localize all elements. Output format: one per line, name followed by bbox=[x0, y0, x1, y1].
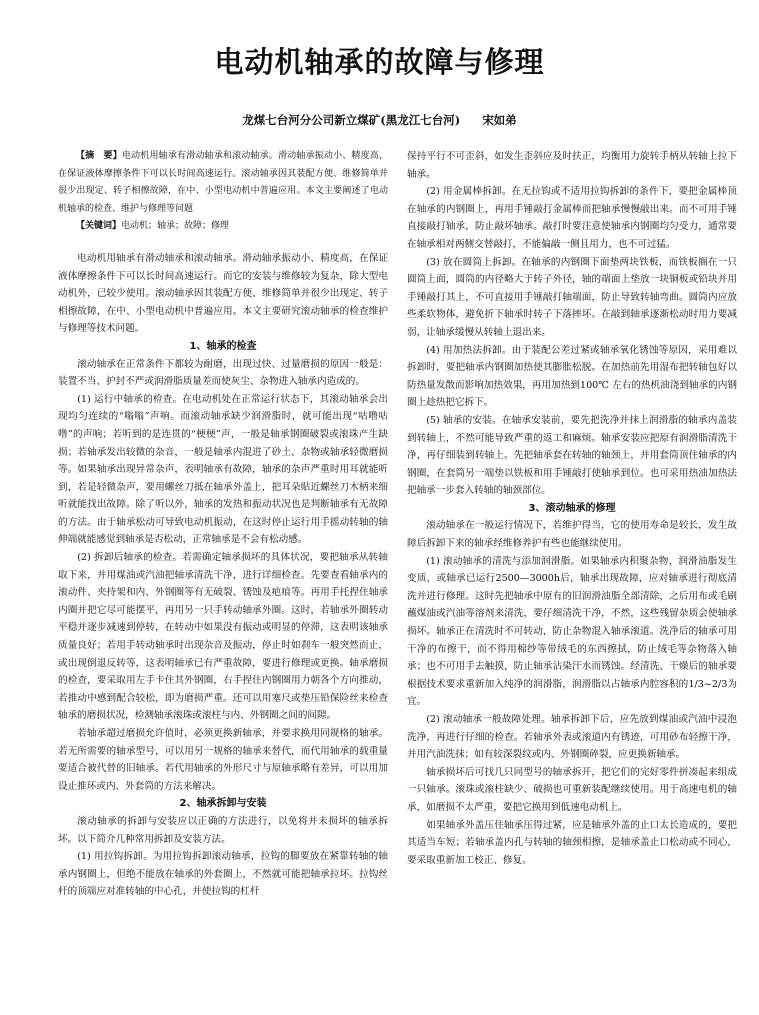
body-paragraph: (2) 滚动轴承一般故障处理。轴承拆卸下后，应先放到煤油或汽油中浸泡洗净，再进行仔细的检查。若轴承外表或滚道内有锈迹，可用砂布轻擦干净，并用汽油洗抹；如有较深裂纹或内、外钢圈碎裂，应更换新轴承。 bbox=[407, 714, 737, 761]
body-paragraph: (1) 用拉钩拆卸。为用拉钩拆卸滚动轴承，拉钩的脚要放在紧靠转轴的轴承内钢圈上，但绝不能放在轴承的外套圈上，不然就可能把轴承拉坏。拉钩丝杆的顶端应对准转轴的中心孔，并使拉钩的杠杆 bbox=[58, 851, 388, 898]
section-heading-1: 1、轴承的检查 bbox=[189, 340, 257, 352]
abstract-label: 【摘 要】 bbox=[76, 151, 122, 161]
body-paragraph: 轴承损坏后可找几只同型号的轴承拆开，把它们的完好零件拼凑起来组成一只轴承。滚珠或滚柱缺少、破损也可重新装配继续使用。用于高速电机的轴承，如磨损不太严重，要把它换用到低速电动机上。 bbox=[407, 766, 737, 813]
author-affiliation: 龙煤七台河分公司新立煤矿(黑龙江七台河) bbox=[242, 113, 461, 127]
body-paragraph: 滚动轴承在一般运行情况下，若维护得当，它的使用寿命是较长，发生故障后拆卸下来的轴承经维修养护有些也能继续使用。 bbox=[407, 520, 737, 550]
body-paragraph: (2) 拆卸后轴承的检查。若需确定轴承损坏的具体状况，要把轴承从转轴取下来，并用煤油或汽油把轴承清洗干净，进行详细检查。先要查看轴承内的滚动件、夹持架和内、外钢圈等有无破裂、锈蚀及疤痕等。再用手托捏住轴承内圈并把它尽可能摆平，再用另一只手转动轴承外圈。这时，若轴承外圈转动平稳并逐步减速到停转，在转动中如果没有振动或明显的停滞，这表明该轴承质量良好；若用手转动轴承时出现杂音及振动，停止时如刹车一般突然而止，或出现倒退反转等，这表明轴承已有严重故障，要进行修理或更换。轴承磨损的检查，要采取用左手卡住其外钢圈，右手捏住内钢圈用力朝各个方向推动，若推动中感到配合较松，即为磨损严重。还可以用塞尺或垫压铅保险丝来检查轴承的磨损状况，检测轴承滚珠或滚柱与内、外钢圈之间的间隙。 bbox=[58, 552, 388, 722]
left-column bbox=[58, 148, 388, 1011]
abstract-text: 电动机用轴承有滑动轴承和滚动轴承。滑动轴承振动小、精度高，在保证液体摩擦条件下可以长时间高速运行。滚动轴承因其装配方便、维修简单并很少出现定、转子相擦故障，在中、小型电动机中普遍应用。本文主要阐述了电动机轴承的检查、维护与修理等问题 bbox=[58, 151, 388, 214]
body-paragraph: 滚动轴承在正常条件下都较为耐磨，出现过快、过量磨损的原因一般是：装置不当、护封不严或润滑脂质量差而使灰尘、杂物进入轴承内造成的。 bbox=[58, 358, 388, 388]
keywords-label: 【关键词】 bbox=[76, 221, 122, 232]
intro-paragraph: 电动机用轴承有滑动轴承和滚动轴承。滑动轴承振动小、精度高，在保证液体摩擦条件下可以长时间高速运行。而它的安装与维修较为复杂，除大型电动机外，已较少使用。滚动轴承因其装配方便、维修简单并很少出现定、转子相擦故障，在中、小型电动机中普遍应用。本文主要研究滚动轴承的检查维护与修理等技术问题。 bbox=[58, 252, 388, 335]
body-paragraph: (3) 放在圆筒上拆卸。在轴承的内钢圈下面垫两块铁板，而铁板搁在一只圆筒上面，圆筒的内径略大于转子外径，轴的端面上垫放一块铜板或铅块并用手锤敲打其上，不可直接用手锤敲打轴端面，防止导致转轴弯曲。圆筒内应放些柔软物体，避免折下轴承时转子下落摔坏。在敲到轴承逐渐松动时用力要减弱，让轴承缓慢从转轴上退出来。 bbox=[407, 256, 737, 338]
body-columns bbox=[58, 148, 737, 1011]
body-paragraph: (5) 轴承的安装。在轴承安装前，要先把洗净并抹上润滑脂的轴承内盖装到转轴上，不然可能导致严重的返工和麻烦。轴承安装应把原有润滑脂清洗干净，再仔细装到转轴上。先把轴承套在转轴的轴颈上，并用套筒顶住轴承的内钢圈，在套筒另一端垫以铁板和用手锤敲打使轴承到位。也可采用热油加热法把轴承一步套入转轴的轴颈部位。 bbox=[407, 414, 737, 497]
byline bbox=[26, 112, 733, 128]
article-title: 电动机轴承的故障与修理 bbox=[214, 45, 545, 79]
section-heading-3: 3、滚动轴承的修理 bbox=[528, 502, 616, 514]
body-paragraph: (1) 滚动轴承的清洗与添加润滑脂。如果轴承内积聚杂物，润滑油脂发生变质，或轴承已运行2500—3000h后，轴承出现故障，应对轴承进行彻底清洗并进行修理。这时先把轴承中原有的旧润滑油脂全部清除，之后用布或毛刷蘸煤油或汽油等溶剂来清洗，要仔细清洗干净，不然，这些残留杂质会使轴承损坏。轴承正在清洗时不可转动，防止杂物混入轴承滚道。洗净后的轴承可用干净的布擦干，而不得用棉纱等带绒毛的东西擦拭，防止绒毛等杂物落入轴承；也不可用手去触摸，防止轴承沾染汗水而锈蚀。经清洗、干燥后的轴承要根据技术要求重新加入纯净的润滑脂，润滑脂以占轴承内腔容积的1/3~2/3为宜。 bbox=[407, 555, 737, 708]
abstract-spacer bbox=[58, 236, 388, 250]
keywords bbox=[58, 218, 388, 236]
body-paragraph: (2) 用金属棒拆卸。在无拉钩或不适用拉钩拆卸的条件下，要把金属棒顶在轴承的内钢圈上，再用手锤敲打金属棒而把轴承慢慢敲出来。而不可用手锤直接敲打轴承，防止敲坏轴承。敲打时要注意使轴承内钢圈均匀受力，通常要在轴承相对两侧交替敲打，不能偏敲一侧且用力，也不可过猛。 bbox=[407, 186, 737, 250]
right-column bbox=[407, 148, 737, 1011]
section-heading-2: 2、轴承拆卸与安装 bbox=[179, 798, 267, 810]
keywords-text: 电动机；轴承；故障；修理 bbox=[121, 221, 230, 232]
body-paragraph: 若轴承超过磨损允许值时，必须更换新轴承，并要求换用同规格的轴承。若无所需要的轴承型号，可以用另一规格的轴承来替代，而代用轴承的载重量要适合被代替的旧轴承。若代用轴承的外形尺寸与原轴承略有差异，可以用加设止推环或内、外套筒的方法来解决。 bbox=[58, 728, 388, 792]
body-paragraph: 滚动轴承的拆卸与安装应以正确的方法进行，以免将并未损坏的轴承拆坏。以下简介几种常用拆卸及安装方法。 bbox=[58, 815, 388, 845]
body-paragraph: (4) 用加热法拆卸。由于装配公差过紧或轴承氧化锈蚀等原因，采用难以拆卸时，要把轴承内钢圈加热使其膨胀松脱。在加热前先用湿布把转轴包好以防热量发散而影响加热效果，再用加热到100℃ 左右的热机油浇到轴承的内钢圈上趁热把它拆下。 bbox=[407, 344, 737, 409]
body-paragraph: (1) 运行中轴承的检查。在电动机处在正常运行状态下，其滚动轴承会出现均匀连续的“嗡嗡”声响。而滚动轴承缺少润滑脂时，就可能出现“咕噜咕噜”的声响；若听到的是连贯的“梗梗”声，一般是轴承钢圈破裂或滚珠产生缺损；若轴承发出较微的杂音，一般是轴承内混进了砂土、杂物或轴承轻微磨损等。如果轴承出现异常杂声，表明轴承有故障，轴承的杂声严重时用耳就能听到，若是轻微杂声，要用螺丝刀抵在轴承外盖上，把耳朵贴近螺丝刀木柄来细听就能找出故障。除了听以外，轴承的发热和振动状况也是判断轴承有无故障的方法。由于轴承松动可导致电动机振动，在这时停止运行用手摇动转轴的轴伸端就能感觉到轴承是否松动，正常轴承是不会有松动感。 bbox=[58, 393, 388, 546]
abstract bbox=[58, 148, 388, 218]
author-name: 宋如弟 bbox=[482, 113, 517, 127]
body-paragraph: 如果轴承外盖压住轴承压得过紧，应是轴承外盖的止口太长造成的，要把其适当车短；若轴承盖内孔与转轴的轴颈相擦，是轴承盖止口松动或不同心，要采取重新加工校正、修复。 bbox=[407, 819, 737, 866]
body-paragraph: 保持平行不可歪斜，如发生歪斜应及时扶正，均衡用力旋转手柄从转轴上拉下轴承。 bbox=[407, 151, 737, 180]
